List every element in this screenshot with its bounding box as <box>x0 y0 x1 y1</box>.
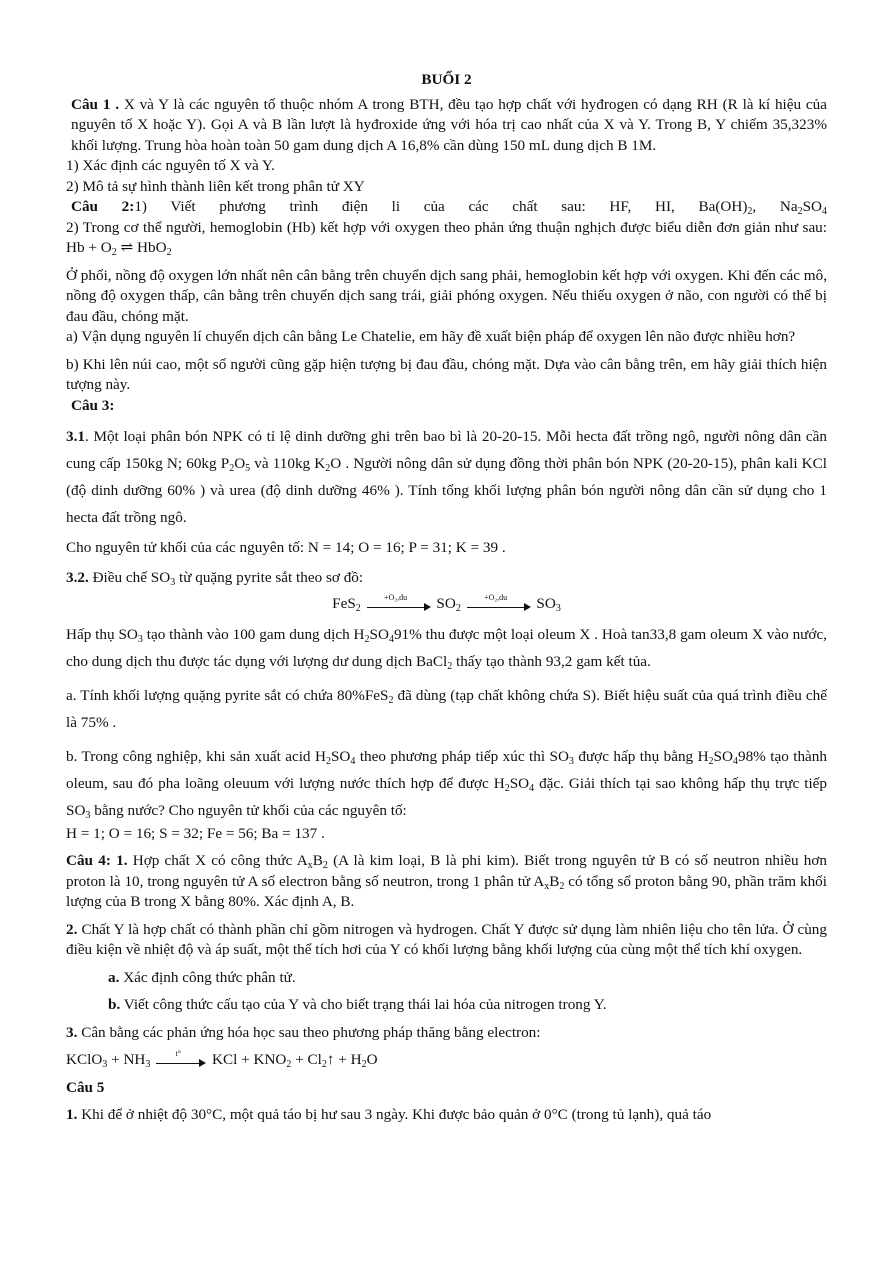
reaction-arrow-heat: t° <box>156 1055 206 1067</box>
question-2-b: b) Khi lên núi cao, một số người cũng gặp hiện tượng bị đau đầu, chóng mặt. Dựa vào cân bằng trên, em hãy giải thích hiện tượng này. <box>66 355 827 393</box>
atomic-masses-2: H = 1; O = 16; S = 32; Fe = 56; Ba = 137 . <box>66 824 325 842</box>
question-2-a: a) Vận dụng nguyên lí chuyển dịch cân bằng Le Chatelie, em hãy đề xuất biện pháp để oxygen lên não được nhiều hơn? <box>66 328 796 345</box>
question-4-part2-b: b. Viết công thức cấu tạo của Y và cho biết trạng thái lai hóa của nitrogen trong Y. <box>108 996 607 1013</box>
question-2-part2: 2) Trong cơ thể người, hemoglobin (Hb) kết hợp với oxygen theo phản ứng thuận nghịch được biểu diễn đơn giản như sau: $Hb + O_2$ ⇌ HbO$_2$ <box>66 218 827 258</box>
atomic-masses-1: Cho nguyên tử khối của các nguyên tố: N = 14; O = 16; P = 31; K = 39 . <box>66 539 506 556</box>
reaction-arrow-2: +O₂,du <box>467 599 531 611</box>
question-1-sub2: 2) Mô tả sự hình thành liên kết trong phân tử XY <box>66 177 365 195</box>
question-4-label: Câu 4: <box>66 852 111 869</box>
section-3-1-label: 3.1 <box>66 428 85 445</box>
question-2-label: Câu 2: <box>71 198 135 215</box>
question-2-part1: Câu 2:1) Viết phương trình điện li của các chất sau: HF, HI, $Ba(OH)_2$, $Na_2SO_4$ <box>71 198 827 217</box>
question-1-label: Câu 1 . <box>71 95 120 113</box>
question-1-sub1: 1) Xác định các nguyên tố X và Y. <box>66 157 275 174</box>
section-3-2-b: b. Trong công nghiệp, khi sản xuất acid $H_2SO_4$ theo phương pháp tiếp xúc thì $SO_3$ được hấp thụ bằng $H_2SO_498\%$ tạo thành oleum, sau đó pha loãng oleuum với lượng nước thích hợp để được $H_2SO_4$ đặc. Giải thích tại sao không hấp thụ trực tiếp $SO_3$ bằng nước? Cho nguyên tử khối của các nguyên tố: <box>66 747 827 821</box>
question-5-part1: 1. Khi để ở nhiệt độ 30°C, một quả táo bị hư sau 3 ngày. Khi được bảo quản ở 0°C (trong tủ lạnh), quả táo <box>66 1106 712 1123</box>
question-5 <box>66 1078 827 1126</box>
section-3-2: 3.2. Điều chế $SO_3$ từ quặng pyrite sắt theo sơ đồ: <box>66 568 364 588</box>
question-1-text: Câu 1 . X và Y là các nguyên tố thuộc nhóm A trong BTH, đều tạo hợp chất với hyđrogen có dạng RH (R là kí hiệu của nguyên tố X hoặc Y). Gọi A và B lần lượt là hyđroxide ứng với hóa trị cao nhất của X và Y. Trong B, Y chiếm 35,323% khối lượng. Trung hòa hoàn toàn 50 gam dung dịch A 16,8% cần dùng 150 mL dung dịch B 1M. <box>71 95 827 154</box>
reaction-scheme: FeS$_2$ +O₂,du $SO_2$ +O₂,du $SO_3$ <box>332 592 561 614</box>
question-2-paragraph: Ở phổi, nồng độ oxygen lớn nhất nên cân bằng trên chuyển dịch sang phải, hemoglobin kết hợp với oxygen. Khi đến các mô, nồng độ oxygen thấp, cân bằng trên chuyển dịch sang trái, giải phóng oxygen. Nếu thiếu oxygen ở não, con người có thể bị đau đầu, chóng mặt. <box>66 266 827 325</box>
reaction-arrow-1: +O₂,du <box>367 599 431 611</box>
question-4-part3: 3. Cân bằng các phản ứng hóa học sau theo phương pháp thăng bằng electron: <box>66 1023 541 1041</box>
section-3-2-a: a. Tính khối lượng quặng pyrite sắt có chứa 80%FeS$_2$ đã dùng (tạp chất không chứa S). Biết hiệu suất của quá trình điều chế là 75% . <box>66 686 827 731</box>
question-4 <box>66 851 827 1071</box>
question-3-label: Câu 3: <box>71 396 115 414</box>
question-2 <box>66 197 827 396</box>
question-4-part2-a: a. Xác định công thức phân tử. <box>108 968 296 986</box>
page-title: BUỔI 2 <box>421 71 472 88</box>
question-4-part2: 2. Chất Y là hợp chất có thành phần chỉ gồm nitrogen và hydrogen. Chất Y được sử dụng làm nhiên liệu cho tên lửa. Ở cùng điều kiện về nhiệt độ và áp suất, một thể tích hơi của Y có khối lượng bằng khối lượng của cùng một thể tích khí oxygen. <box>66 920 827 958</box>
section-3-2-label: 3.2. <box>66 568 89 586</box>
redox-equation: KClO$_3$ + $NH_3$ t° KCl + $KNO_2$ + $Cl_2↑ + H_2O$ <box>66 1048 378 1070</box>
question-5-label: Câu 5 <box>66 1078 105 1096</box>
question-4-part1: Câu 4: 1. Hợp chất X có công thức $A_xB_2$ (A là kim loại, B là phi kim). Biết trong nguyên tử B có số neutron nhiều hơn proton là 10, trong nguyên tử A số electron bằng số neutron, trong 1 phân tử $A_xB_2$ có tổng số proton bằng 90, phần trăm khối lượng của B trong X bằng 80%. Xác định A, B. <box>66 852 827 910</box>
question-1 <box>66 95 827 198</box>
section-3-2-paragraph: Hấp thụ $SO_3$ tạo thành vào 100 gam dung dịch $H_2SO_491\%$ thu được một loại oleum X . Hoà tan33,8 gam oleum X vào nước, cho dung dịch thu được tác dụng với lượng dư dung dịch BaCl$_2$ thấy tạo thành 93,2 gam kết tủa. <box>66 625 827 672</box>
question-3 <box>66 396 827 845</box>
section-3-1: 3.1. Một loại phân bón NPK có tỉ lệ dinh dưỡng ghi trên bao bì là 20-20-15. Mỗi hecta đất trồng ngô, người nông dân cần cung cấp 150kg N; 60kg $P_2O_5$ và 110kg $K_2O$ . Người nông dân sử dụng đồng thời phân bón NPK (20-20-15), phân kali KCl (độ dinh dưỡng 60% ) và urea (độ dinh dưỡng 46% ). Tính tổng khối lượng phân bón người nông dân cần sử dụng cho 1 hecta đất trồng ngô. <box>66 428 827 526</box>
